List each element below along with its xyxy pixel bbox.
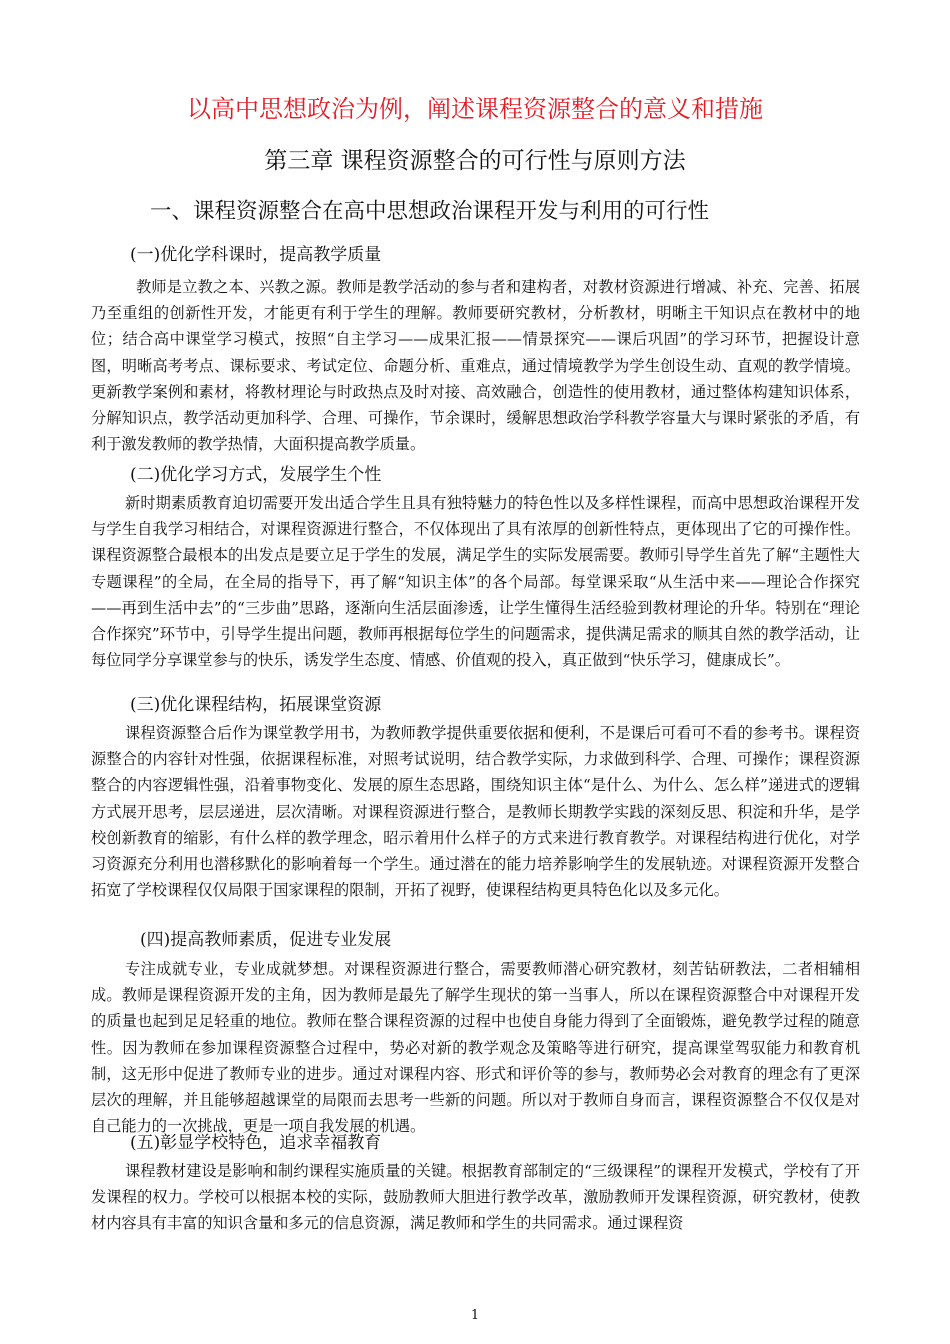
paragraph-4: 专注成就专业，专业成就梦想。对课程资源进行整合，需要教师潜心研究教材，刻苦钻研教法，二者相辅相成。教师是课程资源开发的主角，因为教师是最先了解学生现状的第一当事人，所以在课程资源整合中对课程开发的质量也起到足足轻重的地位。教师在整合课程资源的过程中也使自身能力得到了全面锻炼，避免教学过程的随意性。因为教师在参加课程资源整合过程中，势必对新的教学观念及策略等进行研究，提高课堂驾驭能力和教育机制，这无形中促进了教师专业的进步。通过对课程内容、形式和评价等的参与，教师势必会对教育的理念有了更深层次的理解，并且能够超越课堂的局限而去思考一些新的问题。所以对于教师自身而言，课程资源整合不仅仅是对自己能力的一次挑战，更是一项自我发展的机遇。 — [91, 960, 860, 1136]
subheading-3: (三)优化课程结构，拓展课堂资源 — [130, 695, 382, 715]
document-title: 以高中思想政治为例，阐述课程资源整合的意义和措施 — [187, 95, 763, 123]
subheading-1: (一)优化学科课时，提高教学质量 — [130, 245, 382, 265]
subheading-5: (五)彰显学校特色，追求幸福教育 — [130, 1133, 382, 1153]
section-heading: 一、课程资源整合在高中思想政治课程开发与利用的可行性 — [150, 199, 710, 224]
paragraph-2: 新时期素质教育迫切需要开发出适合学生且具有独特魅力的特色性以及多样性课程，而高中思想政治课程开发与学生自我学习相结合，对课程资源进行整合，不仅体现出了具有浓厚的创新性特点，更体现出了它的可操作性。课程资源整合最根本的出发点是要立足于学生的发展，满足学生的实际发展需要。教师引导学生首先了解“主题性大专题课程”的全局，在全局的指导下，再了解“知识主体”的各个局部。每堂课采取“从生活中来——理论合作探究——再到生活中去”的“三步曲”思路，逐渐向生活层面渗透，让学生懂得生活经验到教材理论的升华。特别在“理论合作探究”环节中，引导学生提出问题，教师再根据每位学生的问题需求，提供满足需求的顺其自然的教学活动，让每位同学分享课堂参与的快乐，诱发学生态度、情感、价值观的投入，真正做到“快乐学习，健康成长”。 — [91, 494, 860, 670]
paragraph-5: 课程教材建设是影响和制约课程实施质量的关键。根据教育部制定的“三级课程”的课程开发模式，学校有了开发课程的权力。学校可以根据本校的实际，鼓励教师大胆进行教学改革，激励教师开发课程资源，研究教材，使教材内容具有丰富的知识含量和多元的信息资源，满足教师和学生的共同需求。通过课程资 — [91, 1162, 860, 1233]
subheading-2: (二)优化学习方式，发展学生个性 — [130, 465, 382, 485]
chapter-heading: 第三章 课程资源整合的可行性与原则方法 — [264, 148, 686, 174]
paragraph-3: 课程资源整合后作为课堂教学用书，为教师教学提供重要依据和便利，不是课后可看可不看的参考书。课程资源整合的内容针对性强，依据课程标准，对照考试说明，结合教学实际，力求做到科学、合理、可操作；课程资源整合的内容逻辑性强，沿着事物变化、发展的原生态思路，围绕知识主体“是什么、为什么、怎么样”递进式的逻辑方式展开思考，层层递进，层次清晰。对课程资源进行整合，是教师长期教学实践的深刻反思、积淀和升华，是学校创新教育的缩影，有什么样的教学理念，昭示着用什么样子的方式来进行教育教学。对课程结构进行优化，对学习资源充分利用也潜移默化的影响着每一个学生。通过潜在的能力培养影响学生的发展轨迹。对课程资源开发整合拓宽了学校课程仅仅局限于国家课程的限制，开拓了视野，使课程结构更具特色化以及多元化。 — [91, 724, 860, 900]
subheading-4: (四)提高教师素质，促进专业发展 — [140, 930, 392, 950]
paragraph-1: 教师是立教之本、兴教之源。教师是教学活动的参与者和建构者，对教材资源进行增减、补充、完善、拓展乃至重组的创新性开发，才能更有利于学生的理解。教师要研究教材，分析教材，明晰主干知识点在教材中的地位；结合高中课堂学习模式，按照“自主学习——成果汇报——情景探究——课后巩固”的学习环节，把握设计意图，明晰高考考点、课标要求、考试定位、命题分析、重难点，通过情境教学为学生创设生动、直观的教学情境。更新教学案例和素材，将教材理论与时政热点及时对接、高效融合，创造性的使用教材，通过整体构建知识体系，分解知识点，教学活动更加科学、合理、可操作，节余课时，缓解思想政治学科教学容量大与课时紧张的矛盾，有利于激发教师的教学热情，大面积提高教学质量。 — [91, 278, 860, 454]
page-number: 1 — [470, 1308, 480, 1323]
